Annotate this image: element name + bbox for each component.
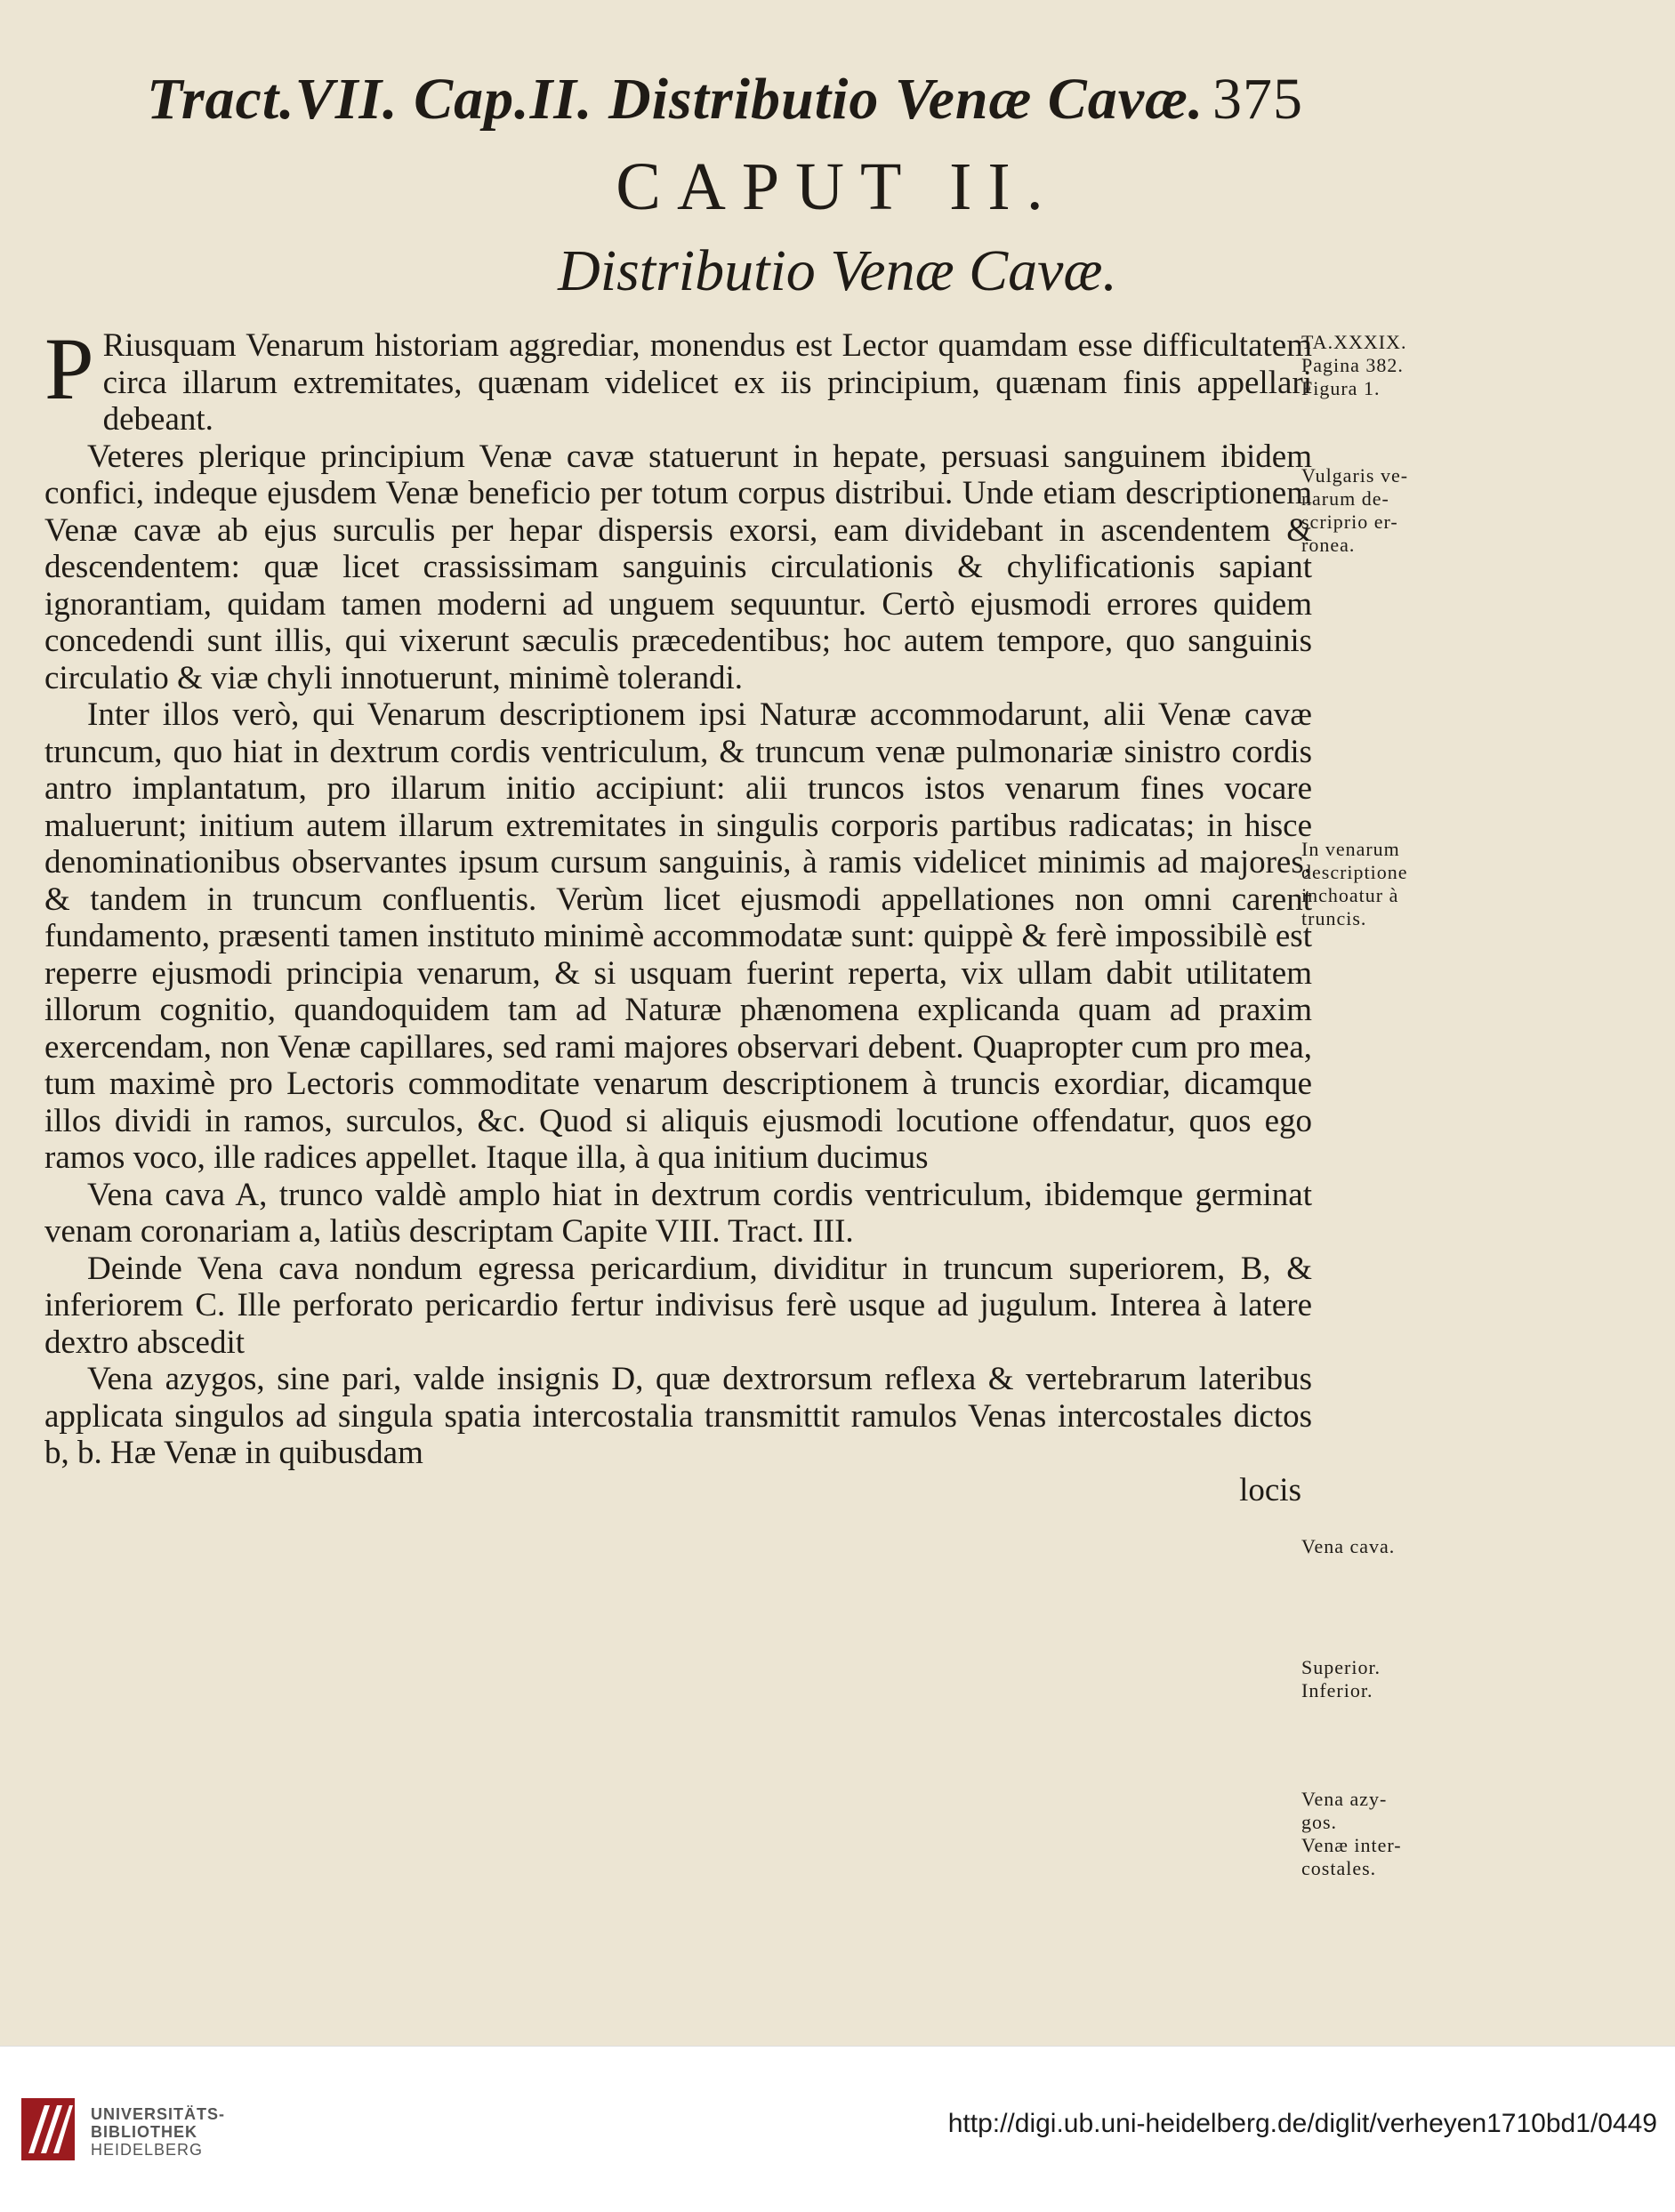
marginal-note-line: TA.XXXIX. [1301,331,1407,353]
marginal-note-vena-cava [1301,1535,1479,1558]
marginal-note-in-venarum [1301,838,1479,930]
marginal-note-plate-reference [1301,331,1479,400]
marginal-note-line: Vena azy- [1301,1788,1388,1810]
chapter-subtitle: Distributio Venæ Cavæ. [558,238,1117,303]
marginal-note-line: ronea. [1301,534,1356,556]
institution-line: BIBLIOTHEK [91,2123,197,2141]
marginal-note-line: Pagina 382. [1301,354,1404,376]
institution-name [91,2105,225,2159]
running-head [147,55,1303,144]
paragraph-inter-illos: Inter illos verò, qui Venarum descriptionem ipsi Naturæ accommodarunt, alii Venæ cavæ truncum, quo hiat in dextrum cordis ventriculum, & truncum venæ pulmonariæ sinistro cordis antro implantatum, pro illarum initio accipiunt: alii truncos istos venarum fines vocare maluerunt; initium autem illarum extremitates in singulis corporis partibus radicatas; in hisce denominationibus observantes ipsum cursum sanguinis, à ramis videlicet minimis ad majores, & tandem in truncum confluentis. Verùm licet ejusmodi appellationes non omni carent fundamento, præsenti tamen instituto minimè accommodatæ sunt: quippè & ferè impossibilè est reperre ejusmodi principia venarum, & si usquam fuerint reperta, vix ullam dabit utilitatem illorum cognitio, quandoquidem tam ad Naturæ phænomena explicanda quam ad praxim exercendam, non Venæ capillares, sed rami majores observari debent. Quapropter cum pro mea, tum maximè pro Lectoris commoditate venarum descriptionem à truncis exordiar, dicamque illos dividi in ramos, surculos, &c. Quod si aliquis ejusmodi locutione offendatur, quos ego ramos voco, ille radices appellet. Itaque illa, à qua initium ducimus [44,696,1312,1176]
marginal-note-line: scriprio er- [1301,511,1398,533]
institution-line: HEIDELBERG [91,2141,204,2159]
institution-line: UNIVERSITÄTS- [91,2105,226,2123]
body-text [44,319,1312,1508]
paragraph-veteres: Veteres plerique principium Venæ cavæ statuerunt in hepate, persuasi sanguinem ibidem confici, indeque ejusdem Venæ beneficio per totum corpus distribui. Unde etiam descriptionem Venæ cavæ ab ejus surculis per hepar dispersis exorsi, eam dividebant in ascendentem & descendentem: quæ licet crassissimam sanguinis circulationis & chylificationis sapiant ignorantiam, quidam tamen moderni ad unguem sequuntur. Certò ejusmodi errores quidem concedendi sunt illis, qui vixerunt sæculis præcedentibus; hoc autem tempore, quo sanguinis circulatio & viæ chyli innotuerunt, minimè tolerandi. [44,438,1312,696]
marginal-note-line: costales. [1301,1857,1377,1879]
catchword: locis [1239,1471,1301,1508]
paragraph-text: Riusquam Venarum historiam aggrediar, monendus est Lector quamdam esse difficultatem circa illarum extremitates, quænam videlicet ex iis principium, quænam finis appellari debeant. [102,327,1312,438]
paragraph-azygos: Vena azygos, sine pari, valde insignis D, quæ dextrorsum reflexa & vertebrarum lateribus applicata singulos ad singula spatia intercostalia transmittit ramulos Venas intercostales dictos b, b. Hæ Venæ in quibusdam [44,1361,1312,1471]
running-head-title: Tract.VII. Cap.II. Distributio Venæ Cavæ. [147,67,1204,132]
marginal-note-line: truncis. [1301,907,1367,929]
marginal-note-line: Superior. [1301,1656,1381,1678]
marginal-note-line: inchoatur à [1301,884,1399,906]
marginal-note-line: descriptione [1301,861,1408,883]
marginal-note-line: Inferior. [1301,1679,1373,1701]
university-library-logo-icon [21,2098,75,2160]
marginal-note-line: Figura 1. [1301,377,1381,399]
marginal-note-line: Vulgaris ve- [1301,464,1409,487]
page-number: 375 [1212,67,1303,132]
marginal-note-line: gos. [1301,1811,1338,1833]
paragraph-deinde: Deinde Vena cava nondum egressa pericardium, dividitur in truncum superiorem, B, & inferiorem C. Ille perforato pericardio fertur indivisus ferè usque ad jugulum. Interea à latere dextro abscedit [44,1250,1312,1361]
marginal-note-line: Venæ inter- [1301,1834,1402,1856]
chapter-heading: CAPUT II. [616,149,1059,224]
permalink-url[interactable]: http://digi.ub.uni-heidelberg.de/diglit/verheyen1710bd1/0449 [947,2109,1657,2138]
marginal-note-line: Vena cava. [1301,1535,1396,1557]
paragraph-intro [44,319,1312,438]
marginal-note-azygos [1301,1788,1479,1880]
marginal-note-line: narum de- [1301,487,1389,510]
drop-cap-initial: P [44,319,94,418]
paragraph-vena-cava: Vena cava A, trunco valdè amplo hiat in dextrum cordis ventriculum, ibidemque germinat venam coronariam a, latiùs descriptam Capite VIII. Tract. III. [44,1176,1312,1250]
marginal-note-vulgaris [1301,464,1479,557]
library-footer [0,2046,1675,2212]
marginal-note-superior-inferior [1301,1656,1479,1702]
marginal-note-line: In venarum [1301,838,1400,860]
